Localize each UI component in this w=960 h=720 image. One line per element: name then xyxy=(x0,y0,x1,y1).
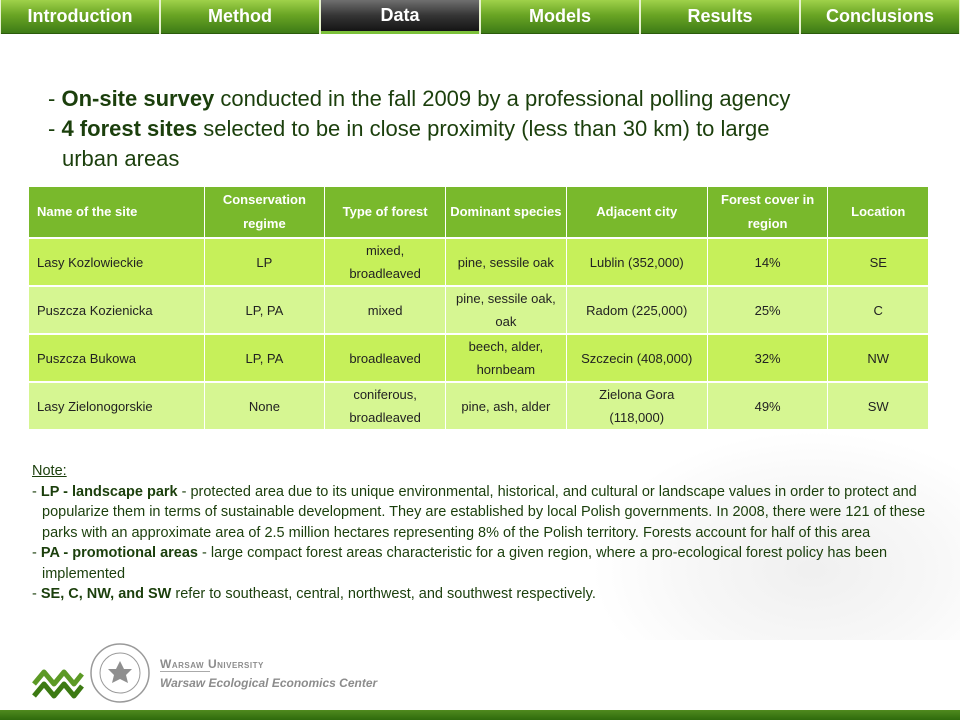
top-navigation xyxy=(0,0,960,34)
cell-location: SE xyxy=(828,238,929,286)
center-name: Warsaw Ecological Economics Center xyxy=(160,676,378,690)
cell-location: C xyxy=(828,286,929,334)
cell-species: beech, alder, hornbeam xyxy=(445,334,566,382)
cell-species: pine, ash, alder xyxy=(445,382,566,429)
note-term: LP - landscape park xyxy=(40,483,178,500)
header-conservation-regime: Conservation regime xyxy=(204,187,325,238)
forest-sites-table xyxy=(29,187,929,429)
header-forest-cover: Forest cover in region xyxy=(707,187,828,238)
cell-forest-cover: 25% xyxy=(707,286,828,334)
header-name-of-site: Name of the site xyxy=(29,187,204,238)
table-row xyxy=(29,238,929,286)
cell-regime: None xyxy=(204,382,325,429)
table-row xyxy=(29,334,929,382)
note-item-lp: - LP - landscape park - protected area due to its unique environmental, historical, and cultural or landscape values in order to protect and popularize them in terms of sustainable development. They are established by local Polish governments. In 2008, there were 121 of these parks with an approximate area of 2.5 million hectares representing 8% of the Polish territory. Forests account for half of this area xyxy=(32,483,926,541)
cell-species: pine, sessile oak xyxy=(445,238,566,286)
note-section xyxy=(32,461,937,605)
note-heading: Note: xyxy=(32,463,67,479)
university-seal-icon xyxy=(88,641,152,705)
bullet-sites-continued: urban areas xyxy=(62,146,180,171)
header-dominant-species: Dominant species xyxy=(445,187,566,238)
cell-species: pine, sessile oak, oak xyxy=(445,286,566,334)
tab-method[interactable]: Method xyxy=(161,0,319,34)
header-adjacent-city: Adjacent city xyxy=(566,187,707,238)
cell-city: Zielona Gora (118,000) xyxy=(566,382,707,429)
cell-site: Lasy Zielonogorskie xyxy=(29,382,204,429)
university-name: Warsaw University xyxy=(160,657,264,671)
footer-divider xyxy=(160,671,210,672)
tab-results[interactable]: Results xyxy=(641,0,799,34)
cell-forest-type: coniferous, broadleaved xyxy=(325,382,446,429)
table-row xyxy=(29,286,929,334)
footer-bar xyxy=(0,710,960,720)
note-item-pa: - PA - promotional areas - large compact forest areas characteristic for a given region, where a pro-ecological forest policy has been implemented xyxy=(32,545,888,582)
cell-city: Szczecin (408,000) xyxy=(566,334,707,382)
cell-regime: LP xyxy=(204,238,325,286)
table-header-row xyxy=(29,187,929,238)
table-row xyxy=(29,382,929,429)
weec-logo-icon xyxy=(30,654,86,704)
cell-city: Radom (225,000) xyxy=(566,286,707,334)
cell-location: SW xyxy=(828,382,929,429)
cell-forest-type: mixed, broadleaved xyxy=(325,238,446,286)
cell-site: Lasy Kozlowieckie xyxy=(29,238,204,286)
cell-site: Puszcza Kozienicka xyxy=(29,286,204,334)
intro-bullets xyxy=(48,84,938,174)
bullet-survey: - On-site survey conducted in the fall 2009 by a professional polling agency xyxy=(48,86,791,111)
tab-introduction[interactable]: Introduction xyxy=(1,0,159,34)
cell-site: Puszcza Bukowa xyxy=(29,334,204,382)
cell-regime: LP, PA xyxy=(204,334,325,382)
note-item-locations: - SE, C, NW, and SW refer to southeast, central, northwest, and southwest respectively. xyxy=(32,586,596,602)
tab-models[interactable]: Models xyxy=(481,0,639,34)
cell-forest-cover: 32% xyxy=(707,334,828,382)
cell-regime: LP, PA xyxy=(204,286,325,334)
tab-conclusions[interactable]: Conclusions xyxy=(801,0,959,34)
cell-forest-type: broadleaved xyxy=(325,334,446,382)
note-term: PA - promotional areas xyxy=(40,545,198,561)
bullet-bold: On-site survey xyxy=(61,86,215,111)
bullet-bold: 4 forest sites xyxy=(61,116,198,141)
cell-forest-type: mixed xyxy=(325,286,446,334)
header-location: Location xyxy=(828,187,929,238)
cell-forest-cover: 14% xyxy=(707,238,828,286)
header-type-of-forest: Type of forest xyxy=(325,187,446,238)
cell-city: Lublin (352,000) xyxy=(566,238,707,286)
note-term: SE, C, NW, and SW xyxy=(40,586,172,602)
bullet-sites: - 4 forest sites selected to be in close proximity (less than 30 km) to large xyxy=(48,116,770,141)
cell-forest-cover: 49% xyxy=(707,382,828,429)
tab-data[interactable]: Data xyxy=(321,0,479,34)
cell-location: NW xyxy=(828,334,929,382)
